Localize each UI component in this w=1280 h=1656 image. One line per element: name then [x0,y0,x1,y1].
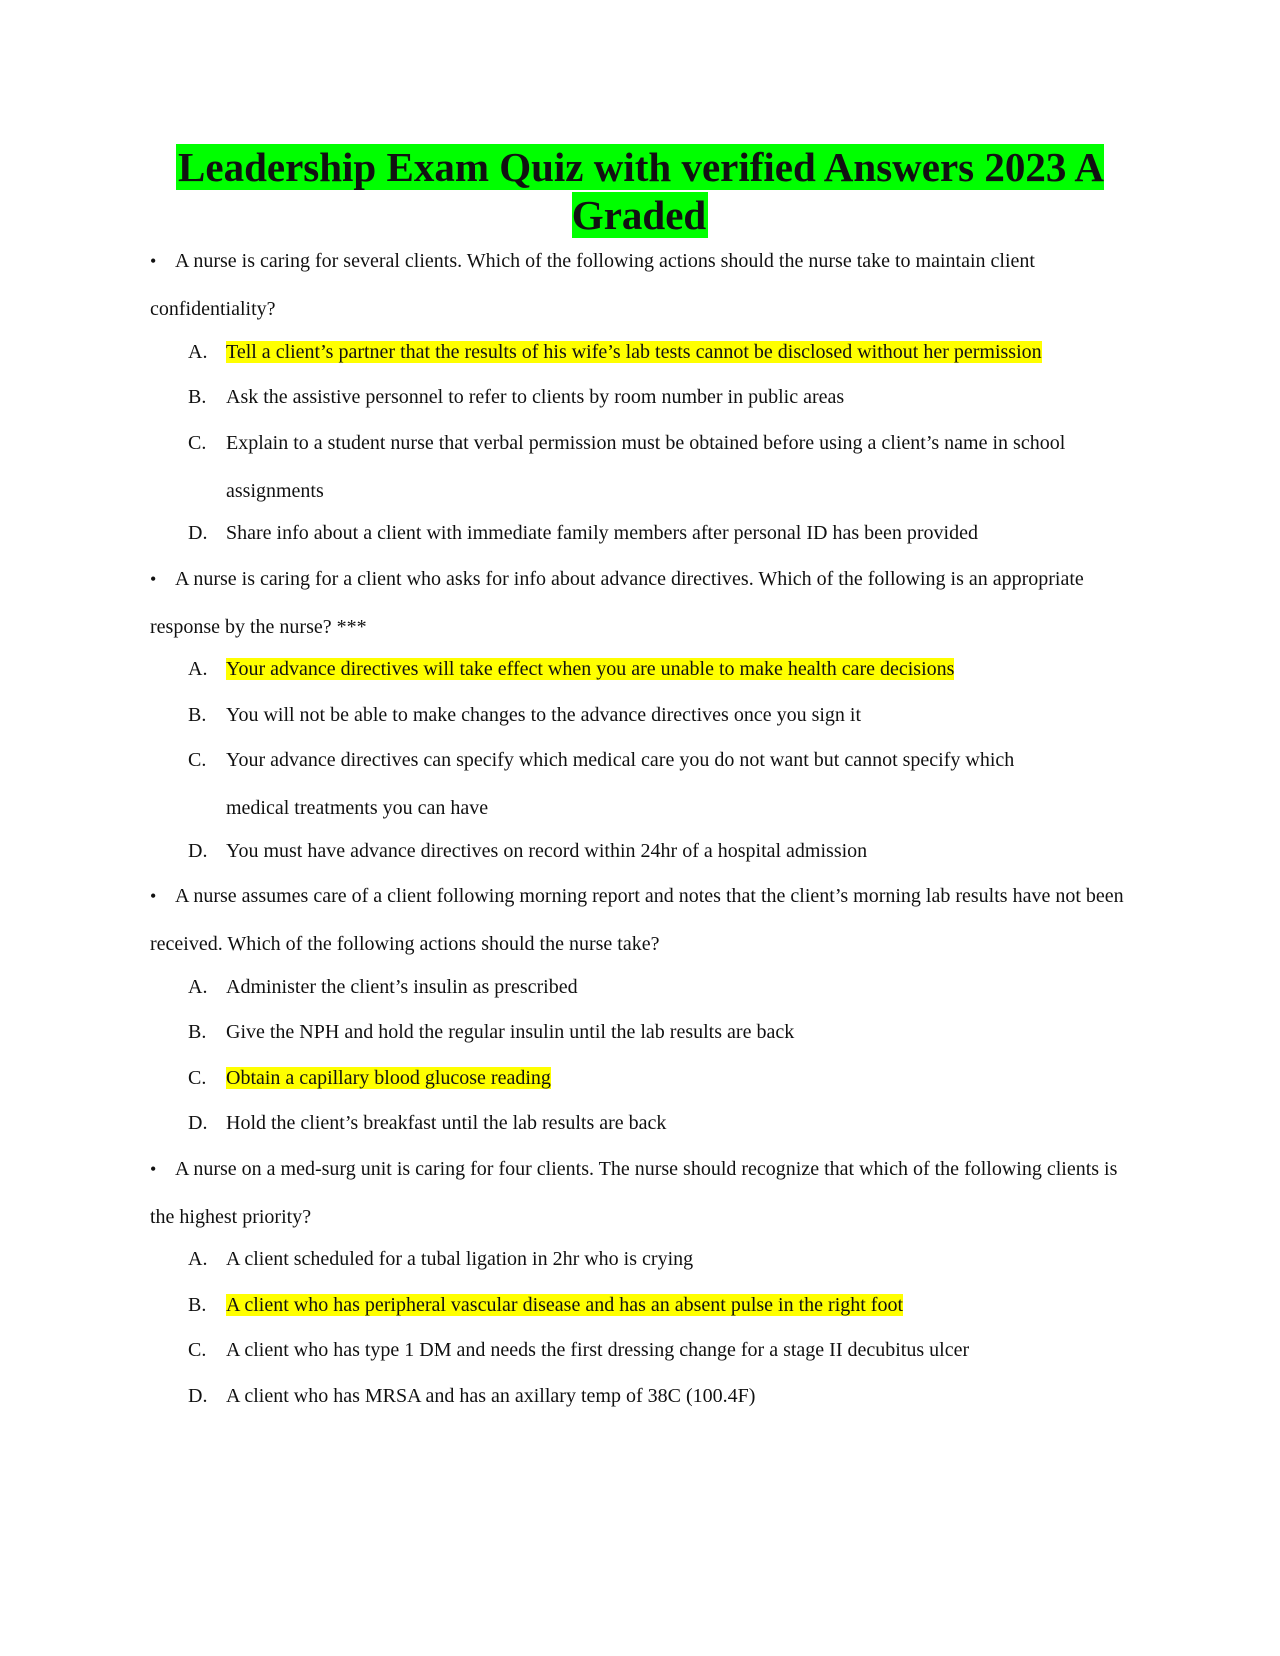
option-letter: A. [188,658,208,680]
document-title-text: Leadership Exam Quiz with verified Answers 2023 A Graded [178,144,1104,238]
question-4-option-b [188,1281,1068,1329]
question-4-text: A nurse on a med-surg unit is caring for four clients. The nurse should recognize that which of the following clients is the highest priority? [150,1158,1118,1228]
option-text: Obtain a capillary blood glucose reading [226,1067,551,1089]
question-1-option-b [188,373,1068,421]
question-4-option-c [188,1326,1068,1374]
question-3-option-c [188,1054,1068,1102]
question-3-option-b [188,1008,1068,1056]
question-3-text: A nurse assumes care of a client following morning report and notes that the client’s morning lab results have not been received. Which of the following actions should the nurse take? [150,885,1124,955]
option-text: Tell a client’s partner that the results of his wife’s lab tests cannot be disclosed without her permission [226,341,1042,363]
option-letter: C. [188,1067,207,1089]
question-1 [150,237,1130,333]
option-letter: A. [188,1248,208,1270]
option-text: Give the NPH and hold the regular insulin until the lab results are back [226,1021,795,1043]
option-text: A client who has type 1 DM and needs the first dressing change for a stage II decubitus ulcer [226,1339,970,1361]
option-text: A client scheduled for a tubal ligation in 2hr who is crying [226,1248,694,1270]
bullet-icon: • [150,886,157,906]
question-1-option-d [188,509,1068,557]
option-letter: B. [188,1021,207,1043]
question-4 [150,1145,1130,1241]
question-2-option-a [188,645,1068,693]
option-letter: A. [188,341,208,363]
bullet-icon: • [150,251,157,271]
option-letter: C. [188,1339,207,1361]
option-text: Administer the client’s insulin as prescribed [226,976,578,998]
option-letter: D. [188,522,208,544]
document-title [150,143,1130,239]
option-text: You must have advance directives on record within 24hr of a hospital admission [226,840,868,862]
question-1-option-a [188,328,1068,376]
option-text: Hold the client’s breakfast until the lab results are back [226,1112,667,1134]
bullet-icon: • [150,1159,157,1179]
option-text: Ask the assistive personnel to refer to clients by room number in public areas [226,386,845,408]
question-3-option-a [188,963,1068,1011]
question-2 [150,555,1130,651]
option-text: A client who has MRSA and has an axillary temp of 38C (100.4F) [226,1385,756,1407]
option-text: Explain to a student nurse that verbal permission must be obtained before using a client’s name in school assignments [226,432,1066,502]
option-text: You will not be able to make changes to the advance directives once you sign it [226,704,862,726]
option-letter: D. [188,840,208,862]
question-1-text: A nurse is caring for several clients. Which of the following actions should the nurse take to maintain client confidentiality? [150,250,1035,320]
option-letter: D. [188,1385,208,1407]
option-text: Share info about a client with immediate family members after personal ID has been provided [226,522,978,544]
option-letter: B. [188,1294,207,1316]
question-3 [150,872,1130,968]
option-letter: D. [188,1112,208,1134]
option-text: Your advance directives will take effect when you are unable to make health care decisions [226,658,955,680]
question-2-option-b [188,691,1068,739]
option-letter: B. [188,386,207,408]
question-3-option-d [188,1099,1068,1147]
question-4-option-d [188,1372,1068,1420]
option-text: Your advance directives can specify which medical care you do not want but cannot specify which medical treatments you can have [226,749,1015,819]
question-4-option-a [188,1235,1068,1283]
bullet-icon: • [150,569,157,589]
option-text: A client who has peripheral vascular disease and has an absent pulse in the right foot [226,1294,904,1316]
option-letter: B. [188,704,207,726]
option-letter: C. [188,432,207,454]
question-1-option-c [188,419,1068,515]
question-2-option-d [188,827,1068,875]
question-2-option-c [188,736,1068,832]
option-letter: A. [188,976,208,998]
option-letter: C. [188,749,207,771]
question-2-text: A nurse is caring for a client who asks for info about advance directives. Which of the following is an appropriate response by the nurse? *** [150,568,1084,638]
